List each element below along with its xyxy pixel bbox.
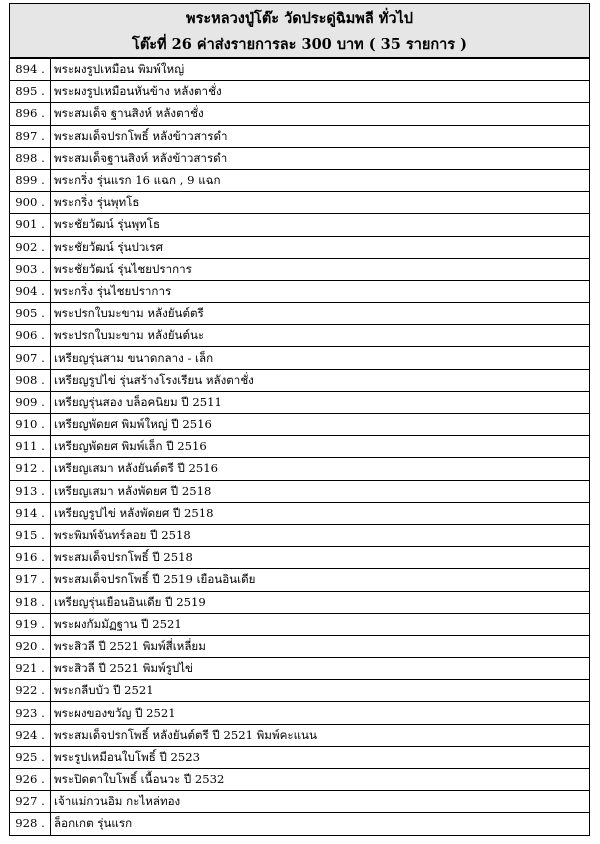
item-name: พระสิวลี ปี 2521 พิมพ์สี่เหลี่ยม xyxy=(51,635,590,657)
item-name: พระสมเด็จปรกโพธิ์ ปี 2518 xyxy=(51,547,590,569)
item-number: 902 . xyxy=(10,236,51,258)
table-row xyxy=(10,303,590,325)
item-number: 894 . xyxy=(10,59,51,81)
table-row xyxy=(10,724,590,746)
item-name: เหรียญรูปไข่ รุ่นสร้างโรงเรียน หลังตาชั่ง xyxy=(51,369,590,391)
item-name: เหรียญรุ่นสาม ขนาดกลาง - เล็ก xyxy=(51,347,590,369)
item-number: 924 . xyxy=(10,724,51,746)
table-row xyxy=(10,214,590,236)
item-name: พระสิวลี ปี 2521 พิมพ์รูปไข่ xyxy=(51,658,590,680)
item-number: 915 . xyxy=(10,524,51,546)
price-list-sheet xyxy=(9,3,590,836)
table-row xyxy=(10,125,590,147)
table-row xyxy=(10,658,590,680)
table-row xyxy=(10,635,590,657)
item-number: 907 . xyxy=(10,347,51,369)
item-number: 904 . xyxy=(10,280,51,302)
item-number: 895 . xyxy=(10,81,51,103)
table-row xyxy=(10,791,590,813)
item-name: ล็อกเกต รุ่นแรก xyxy=(51,813,590,835)
table-row xyxy=(10,613,590,635)
item-name: พระสมเด็จปรกโพธิ์ หลังยันต์ตรี ปี 2521 พิมพ์คะแนน xyxy=(51,724,590,746)
item-number: 912 . xyxy=(10,458,51,480)
table-row xyxy=(10,813,590,835)
page-subtitle: โต๊ะที่ 26 ค่าส่งรายการละ 300 บาท ( 35 รายการ ) xyxy=(132,36,467,53)
table-row xyxy=(10,569,590,591)
item-name: พระผงของขวัญ ปี 2521 xyxy=(51,702,590,724)
item-name: พระสมเด็จ ฐานสิงห์ หลังตาชั่ง xyxy=(51,103,590,125)
item-number: 918 . xyxy=(10,591,51,613)
table-row xyxy=(10,325,590,347)
item-name: พระชัยวัฒน์ รุ่นไชยปราการ xyxy=(51,258,590,280)
table-row xyxy=(10,702,590,724)
table-row xyxy=(10,480,590,502)
item-number: 897 . xyxy=(10,125,51,147)
item-number: 927 . xyxy=(10,791,51,813)
item-name: เหรียญพัดยศ พิมพ์เล็ก ปี 2516 xyxy=(51,436,590,458)
table-row xyxy=(10,746,590,768)
table-row xyxy=(10,369,590,391)
table-row xyxy=(10,192,590,214)
item-number: 928 . xyxy=(10,813,51,835)
header-box xyxy=(9,3,590,58)
table-row xyxy=(10,347,590,369)
item-number: 898 . xyxy=(10,147,51,169)
item-name: พระพิมพ์จันทร์ลอย ปี 2518 xyxy=(51,524,590,546)
table-row xyxy=(10,524,590,546)
item-name: เหรียญรูปไข่ หลังพัดยศ ปี 2518 xyxy=(51,502,590,524)
table-row xyxy=(10,414,590,436)
item-number: 921 . xyxy=(10,658,51,680)
item-number: 899 . xyxy=(10,169,51,191)
item-number: 905 . xyxy=(10,303,51,325)
item-number: 909 . xyxy=(10,391,51,413)
item-name: พระปิดตาใบโพธิ์ เนื้อนวะ ปี 2532 xyxy=(51,769,590,791)
table-row xyxy=(10,458,590,480)
item-name: พระรูปเหมือนใบโพธิ์ ปี 2523 xyxy=(51,746,590,768)
items-table xyxy=(9,58,590,836)
item-name: พระชัยวัฒน์ รุ่นปวเรศ xyxy=(51,236,590,258)
item-number: 925 . xyxy=(10,746,51,768)
item-name: พระกริ่ง รุ่นพุทโธ xyxy=(51,192,590,214)
item-number: 916 . xyxy=(10,547,51,569)
item-name: พระกลีบบัว ปี 2521 xyxy=(51,680,590,702)
item-name: พระผงรูปเหมือนหันข้าง หลังตาชั่ง xyxy=(51,81,590,103)
item-name: พระชัยวัฒน์ รุ่นพุทโธ xyxy=(51,214,590,236)
item-name: พระสมเด็จฐานสิงห์ หลังข้าวสารดำ xyxy=(51,147,590,169)
table-row xyxy=(10,436,590,458)
item-name: พระผงรูปเหมือน พิมพ์ใหญ่ xyxy=(51,59,590,81)
table-row xyxy=(10,280,590,302)
item-number: 923 . xyxy=(10,702,51,724)
item-number: 910 . xyxy=(10,414,51,436)
item-number: 926 . xyxy=(10,769,51,791)
item-number: 900 . xyxy=(10,192,51,214)
item-name: พระปรกใบมะขาม หลังยันต์ตรี xyxy=(51,303,590,325)
item-number: 896 . xyxy=(10,103,51,125)
item-name: เจ้าแม่กวนอิม กะไหล่ทอง xyxy=(51,791,590,813)
item-number: 919 . xyxy=(10,613,51,635)
table-row xyxy=(10,258,590,280)
table-row xyxy=(10,236,590,258)
item-number: 903 . xyxy=(10,258,51,280)
item-number: 922 . xyxy=(10,680,51,702)
table-row xyxy=(10,591,590,613)
item-number: 911 . xyxy=(10,436,51,458)
item-number: 920 . xyxy=(10,635,51,657)
item-number: 906 . xyxy=(10,325,51,347)
item-name: พระผงกัมมัฏฐาน ปี 2521 xyxy=(51,613,590,635)
page-title: พระหลวงปู่โต๊ะ วัดประดู่ฉิมพลี ทั่วไป xyxy=(186,10,413,27)
item-name: เหรียญเสมา หลังยันต์ตรี ปี 2516 xyxy=(51,458,590,480)
item-name: พระสมเด็จปรกโพธิ์ ปี 2519 เยือนอินเดีย xyxy=(51,569,590,591)
table-row xyxy=(10,59,590,81)
table-row xyxy=(10,502,590,524)
item-name: พระปรกใบมะขาม หลังยันต์นะ xyxy=(51,325,590,347)
table-row xyxy=(10,81,590,103)
item-number: 901 . xyxy=(10,214,51,236)
item-name: เหรียญรุ่นสอง บล็อคนิยม ปี 2511 xyxy=(51,391,590,413)
item-name: เหรียญรุ่นเยือนอินเดีย ปี 2519 xyxy=(51,591,590,613)
item-number: 908 . xyxy=(10,369,51,391)
table-row xyxy=(10,391,590,413)
item-name: เหรียญเสมา หลังพัดยศ ปี 2518 xyxy=(51,480,590,502)
table-row xyxy=(10,547,590,569)
item-name: พระกริ่ง รุ่นแรก 16 แฉก , 9 แฉก xyxy=(51,169,590,191)
table-row xyxy=(10,680,590,702)
table-row xyxy=(10,103,590,125)
item-name: พระกริ่ง รุ่นไชยปราการ xyxy=(51,280,590,302)
table-row xyxy=(10,769,590,791)
table-row xyxy=(10,147,590,169)
table-row xyxy=(10,169,590,191)
item-name: เหรียญพัดยศ พิมพ์ใหญ่ ปี 2516 xyxy=(51,414,590,436)
item-name: พระสมเด็จปรกโพธิ์ หลังข้าวสารดำ xyxy=(51,125,590,147)
item-number: 913 . xyxy=(10,480,51,502)
item-number: 914 . xyxy=(10,502,51,524)
item-number: 917 . xyxy=(10,569,51,591)
